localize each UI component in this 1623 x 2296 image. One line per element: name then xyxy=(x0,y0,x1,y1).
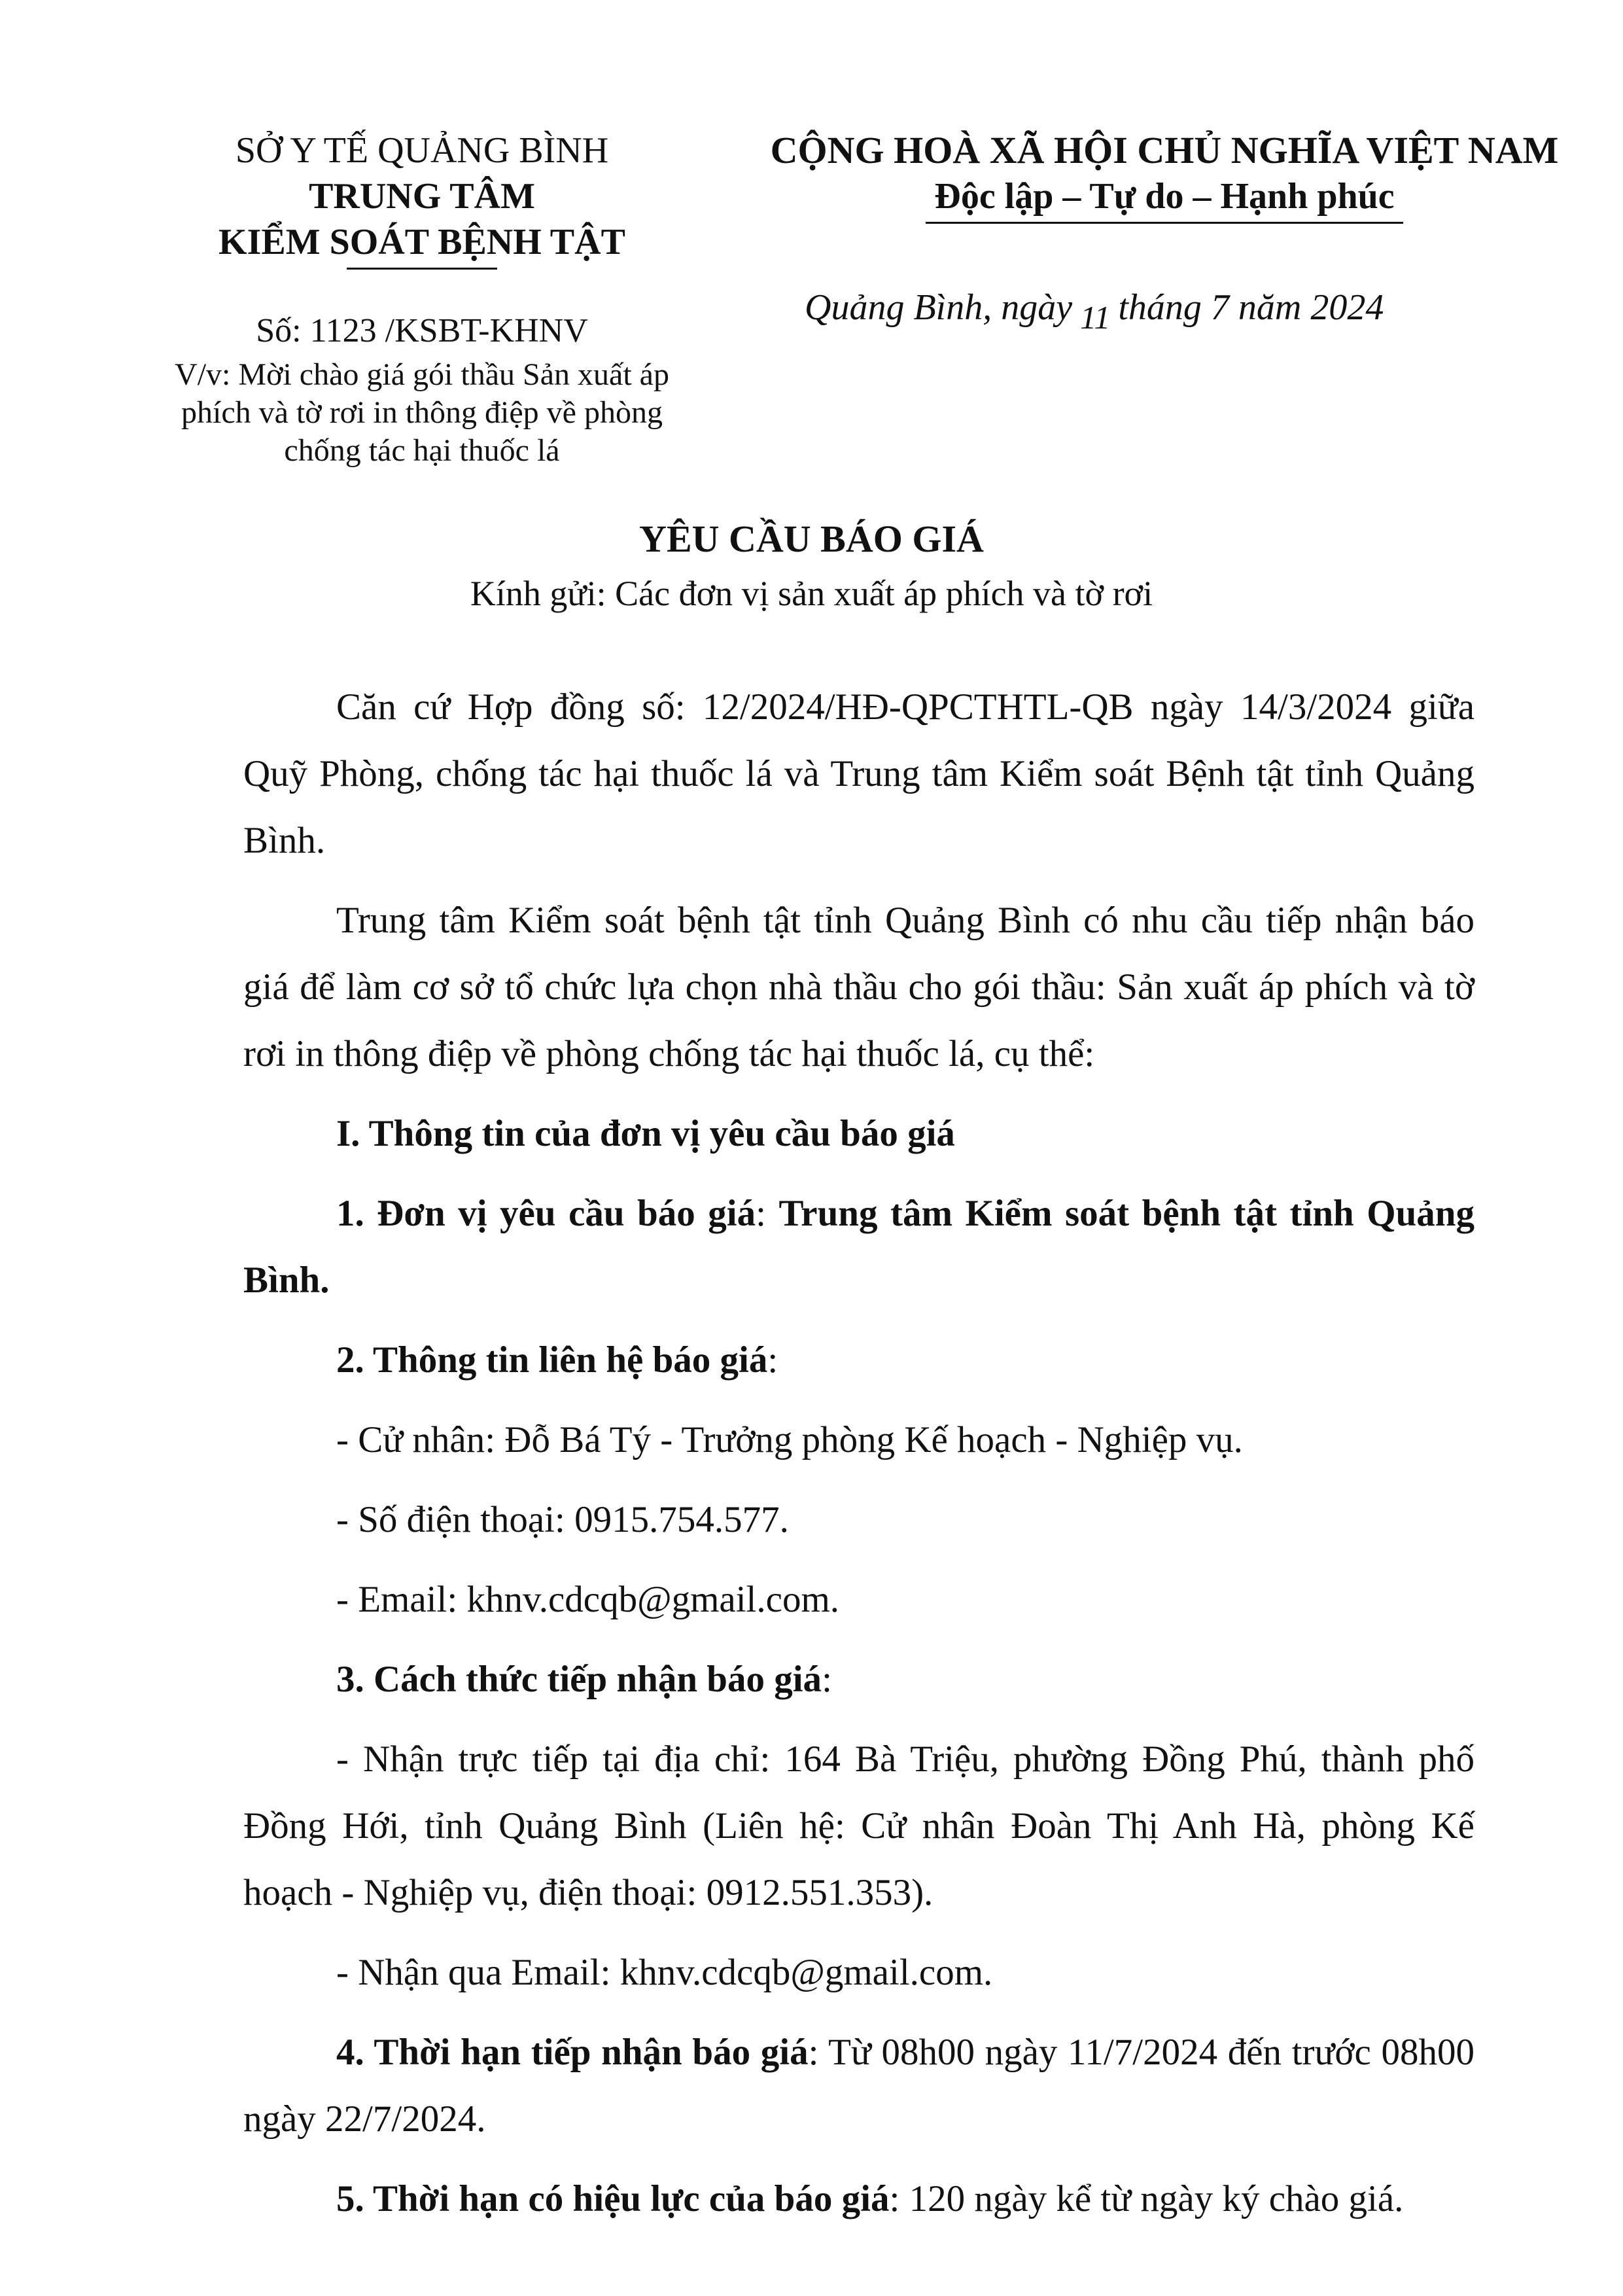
issuer-underline xyxy=(347,268,497,270)
document-body xyxy=(243,674,1475,2246)
item4-label: 4. Thời hạn tiếp nhận báo giá xyxy=(336,2032,809,2073)
item4-value: Từ 08h00 ngày 11/7/2024 đến trước 08h00 ngày 22/7/2024. xyxy=(243,2032,1475,2140)
item-receiving-method: 3. Cách thức tiếp nhận báo giá: xyxy=(336,1659,832,1700)
contact-person: - Cử nhân: Đỗ Bá Tý - Trưởng phòng Kế hoạch - Nghiệp vụ. xyxy=(336,1419,1243,1460)
item1-label: 1. Đơn vị yêu cầu báo giá xyxy=(336,1193,756,1234)
national-motto: Độc lập – Tự do – Hạnh phúc xyxy=(934,176,1395,217)
item2-label: 2. Thông tin liên hệ báo giá xyxy=(336,1339,768,1381)
item3-label: 3. Cách thức tiếp nhận báo giá xyxy=(336,1659,822,1700)
contact-phone: - Số điện thoại: 0915.754.577. xyxy=(336,1499,789,1540)
item5-label: 5. Thời hạn có hiệu lực của báo giá xyxy=(336,2178,890,2219)
motto-underline xyxy=(926,222,1403,224)
national-motto-block xyxy=(739,128,1590,224)
document-title: YÊU CẦU BÁO GIÁ xyxy=(639,518,984,560)
item5-value: 120 ngày kể từ ngày ký chào giá. xyxy=(909,2178,1404,2219)
contact-email: - Email: khnv.cdcqb@gmail.com. xyxy=(336,1579,840,1620)
item-contact-info: 2. Thông tin liên hệ báo giá: xyxy=(336,1339,778,1381)
item-requesting-unit: 1. Đơn vị yêu cầu báo giá: Trung tâm Kiểm soát bệnh tật tỉnh Quảng Bình. xyxy=(243,1193,1475,1301)
receive-direct: - Nhận trực tiếp tại địa chỉ: 164 Bà Triệu, phường Đồng Phú, thành phố Đồng Hới, tỉnh Quảng Bình (Liên hệ: Cử nhân Đoàn Thị Anh Hà, phòng Kế hoạch - Nghiệp vụ, điện thoại: 0912.551.353). xyxy=(243,1739,1475,1913)
item-validity-period: 5. Thời hạn có hiệu lực của báo giá: 120 ngày kể từ ngày ký chào giá. xyxy=(336,2178,1404,2219)
paragraph-legal-basis: Căn cứ Hợp đồng số: 12/2024/HĐ-QPCTHTL-QB ngày 14/3/2024 giữa Quỹ Phòng, chống tác hại thuốc lá và Trung tâm Kiểm soát Bệnh tật tỉnh Quảng Bình. xyxy=(243,686,1475,861)
recipient-line: Kính gửi: Các đơn vị sản xuất áp phích và tờ rơi xyxy=(470,574,1153,613)
date-day: 11 xyxy=(1080,299,1111,336)
document-number: Số: 1123 /KSBT-KHNV xyxy=(256,312,588,349)
date-prefix: Quảng Bình, ngày xyxy=(805,287,1073,328)
receive-email: - Nhận qua Email: khnv.cdcqb@gmail.com. xyxy=(336,1952,993,1993)
issuer-parent-agency: SỞ Y TẾ QUẢNG BÌNH xyxy=(235,130,609,171)
issuer-name-line2: KIỂM SOÁT BỆNH TẬT xyxy=(218,222,625,262)
national-title: CỘNG HOÀ XÃ HỘI CHỦ NGHĨA VIỆT NAM xyxy=(770,129,1559,171)
section-heading: I. Thông tin của đơn vị yêu cầu báo giá xyxy=(336,1113,955,1154)
issuer-block xyxy=(150,128,693,470)
issuer-name-line1: TRUNG TÂM xyxy=(309,176,535,217)
paragraph-purpose: Trung tâm Kiểm soát bệnh tật tỉnh Quảng Bình có nhu cầu tiếp nhận báo giá để làm cơ sở tổ chức lựa chọn nhà thầu cho gói thầu: Sản xuất áp phích và tờ rơi in thông điệp về phòng chống tác hại thuốc lá, cụ thể: xyxy=(243,900,1475,1074)
item1-value: Trung tâm Kiểm soát bệnh tật tỉnh Quảng Bình. xyxy=(243,1193,1475,1301)
date-suffix: tháng 7 năm 2024 xyxy=(1118,287,1384,328)
document-subject: V/v: Mời chào giá gói thầu Sản xuất áp phích và tờ rơi in thông điệp về phòng chống tác hại thuốc lá xyxy=(175,357,669,468)
document-date xyxy=(805,287,1384,336)
item-receiving-deadline: 4. Thời hạn tiếp nhận báo giá: Từ 08h00 ngày 11/7/2024 đến trước 08h00 ngày 22/7/2024. xyxy=(243,2032,1475,2140)
